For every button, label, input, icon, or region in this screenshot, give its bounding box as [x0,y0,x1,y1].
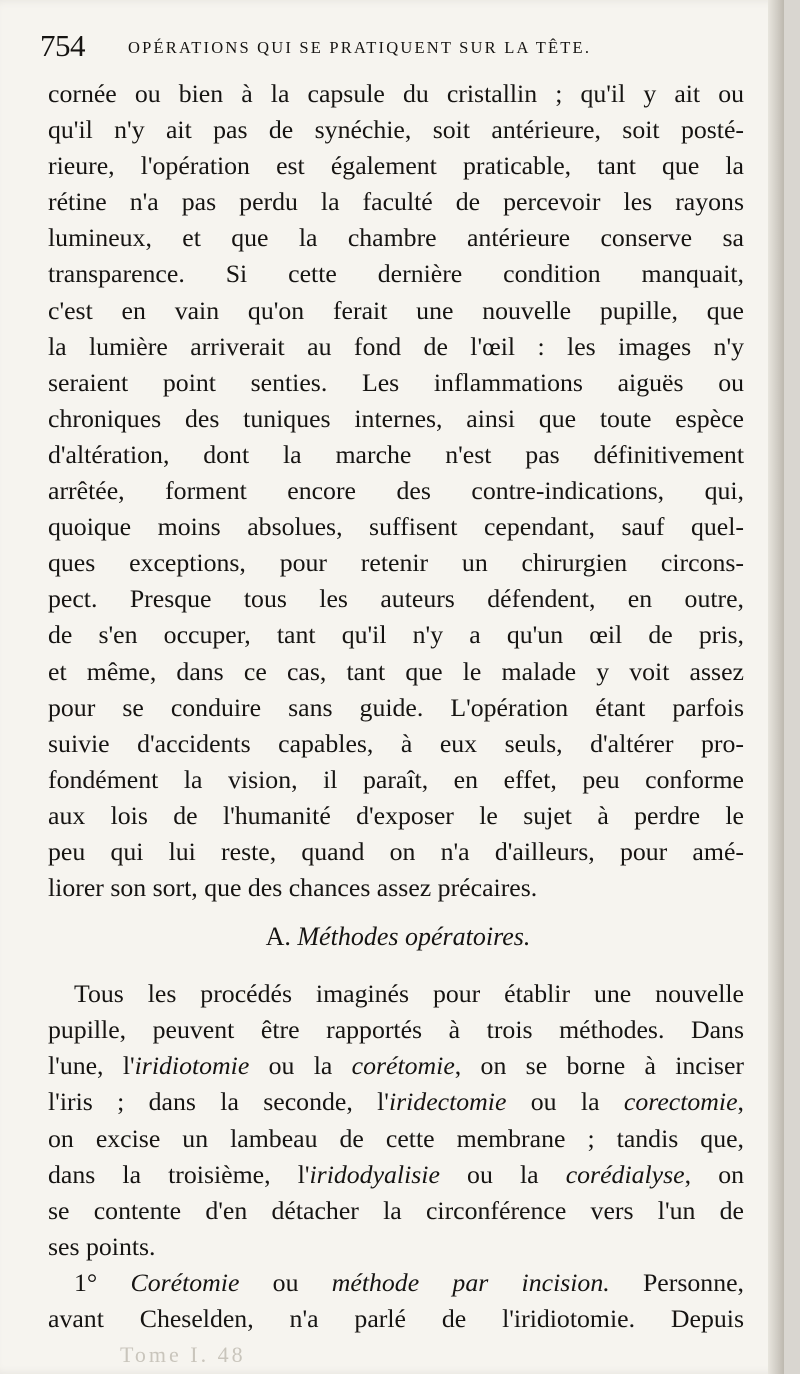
text-line: se contente d'en détacher la circonférence vers l'un de [48,1195,744,1225]
text-line: arrêtée, forment encore des contre-indications, qui, [48,476,744,506]
page-edge [768,0,784,1374]
text-run: Personne, [609,1267,744,1297]
text-run: ou [239,1267,332,1297]
text-run: , on [684,1159,744,1189]
text-line: Tous les procédés imaginés pour établir une nouvelle [74,979,744,1009]
text-run: 1° [74,1267,131,1297]
spacer [48,966,744,976]
term-iridectomie: iridectomie [388,1087,507,1117]
text-run: ou la [249,1051,352,1081]
term-corectomie: corectomie [623,1087,738,1117]
signature-mark: Tome I. [120,1342,210,1367]
term-methode-par-incision: méthode par incision. [331,1267,610,1297]
text-run: ou la [439,1159,566,1189]
paragraph-2 [48,976,744,1265]
text-line: de s'en occuper, tant qu'il n'y a qu'un œil de pris, [48,620,744,650]
text-line: on excise un lambeau de cette membrane ; tandis que, [48,1123,744,1153]
text-run: , [737,1087,744,1117]
page-number: 754 [40,28,85,63]
term-coredialyse: corédialyse [565,1159,685,1189]
term-coretomie-heading: Corétomie [130,1267,240,1297]
text-line: seraient point senties. Les inflammations aiguës ou [48,367,744,397]
text-line: cornée ou bien à la capsule du cristallin ; qu'il y ait ou [48,79,744,108]
page-footer [120,1342,246,1368]
section-heading [48,906,744,966]
text-line: chroniques des tuniques internes, ainsi que toute espèce [48,403,744,433]
text-line [48,1265,744,1301]
text-line: quoique moins absolues, suffisent cependant, sauf quel- [48,512,744,542]
term-coretomie: corétomie [351,1051,455,1081]
term-iridodyalisie: iridodyalisie [309,1159,440,1189]
text-line: suivie d'accidents capables, à eux seuls, d'altérer pro- [48,728,744,758]
section-letter: A. [265,922,291,952]
paragraph-1 [48,76,744,906]
text-run: ou la [506,1087,624,1117]
running-head: OPÉRATIONS QUI SE PRATIQUENT SUR LA TÊTE. [128,38,592,57]
text-line: qu'il n'y ait pas de synéchie, soit antérieure, soit posté- [48,115,744,145]
term-iridiotomie: iridiotomie [134,1051,250,1081]
text-line: pupille, peuvent être rapportés à trois méthodes. Dans [48,1015,744,1045]
text-line: pect. Presque tous les auteurs défendent, en outre, [48,584,744,614]
text-line [48,1157,744,1193]
paragraph-3 [48,1265,744,1337]
text-line: liorer son sort, que des chances assez précaires. [48,873,538,903]
text-run: dans la troisième, l' [48,1159,310,1189]
text-line: aux lois de l'humanité d'exposer le sujet à perdre le [48,800,744,830]
text-line: transparence. Si cette dernière condition manquait, [48,259,744,289]
text-line: c'est en vain qu'on ferait une nouvelle pupille, que [48,295,744,325]
text-line: ses points. [48,1231,156,1261]
text-line: fondément la vision, il paraît, en effet, peu conforme [48,764,744,794]
sheet-number: 48 [217,1342,246,1367]
text-run: , on se borne à inciser [454,1051,745,1081]
text-line: rieure, l'opération est également praticable, tant que la [48,151,744,181]
page-header [40,26,724,66]
text-line [48,1048,744,1084]
text-line: avant Cheselden, n'a parlé de l'iridiotomie. Depuis [48,1304,744,1333]
text-line: pour se conduire sans guide. L'opération étant parfois [48,692,744,722]
text-line: rétine n'a pas perdu la faculté de percevoir les rayons [48,187,744,217]
text-run: l'iris ; dans la seconde, l' [48,1087,389,1117]
text-line: ques exceptions, pour retenir un chirurgien circons- [48,548,744,578]
text-line: d'altération, dont la marche n'est pas définitivement [48,439,744,469]
text-line: lumineux, et que la chambre antérieure conserve sa [48,223,744,253]
section-title: Méthodes opératoires. [297,922,531,952]
text-run: l'une, l' [48,1051,135,1081]
text-line: peu qui lui reste, quand on n'a d'ailleurs, pour amé- [48,836,744,866]
text-line [48,1084,744,1120]
text-line: et même, dans ce cas, tant que le malade y voit assez [48,656,744,686]
text-line: la lumière arriverait au fond de l'œil : les images n'y [48,331,744,361]
body-text [48,76,744,1337]
